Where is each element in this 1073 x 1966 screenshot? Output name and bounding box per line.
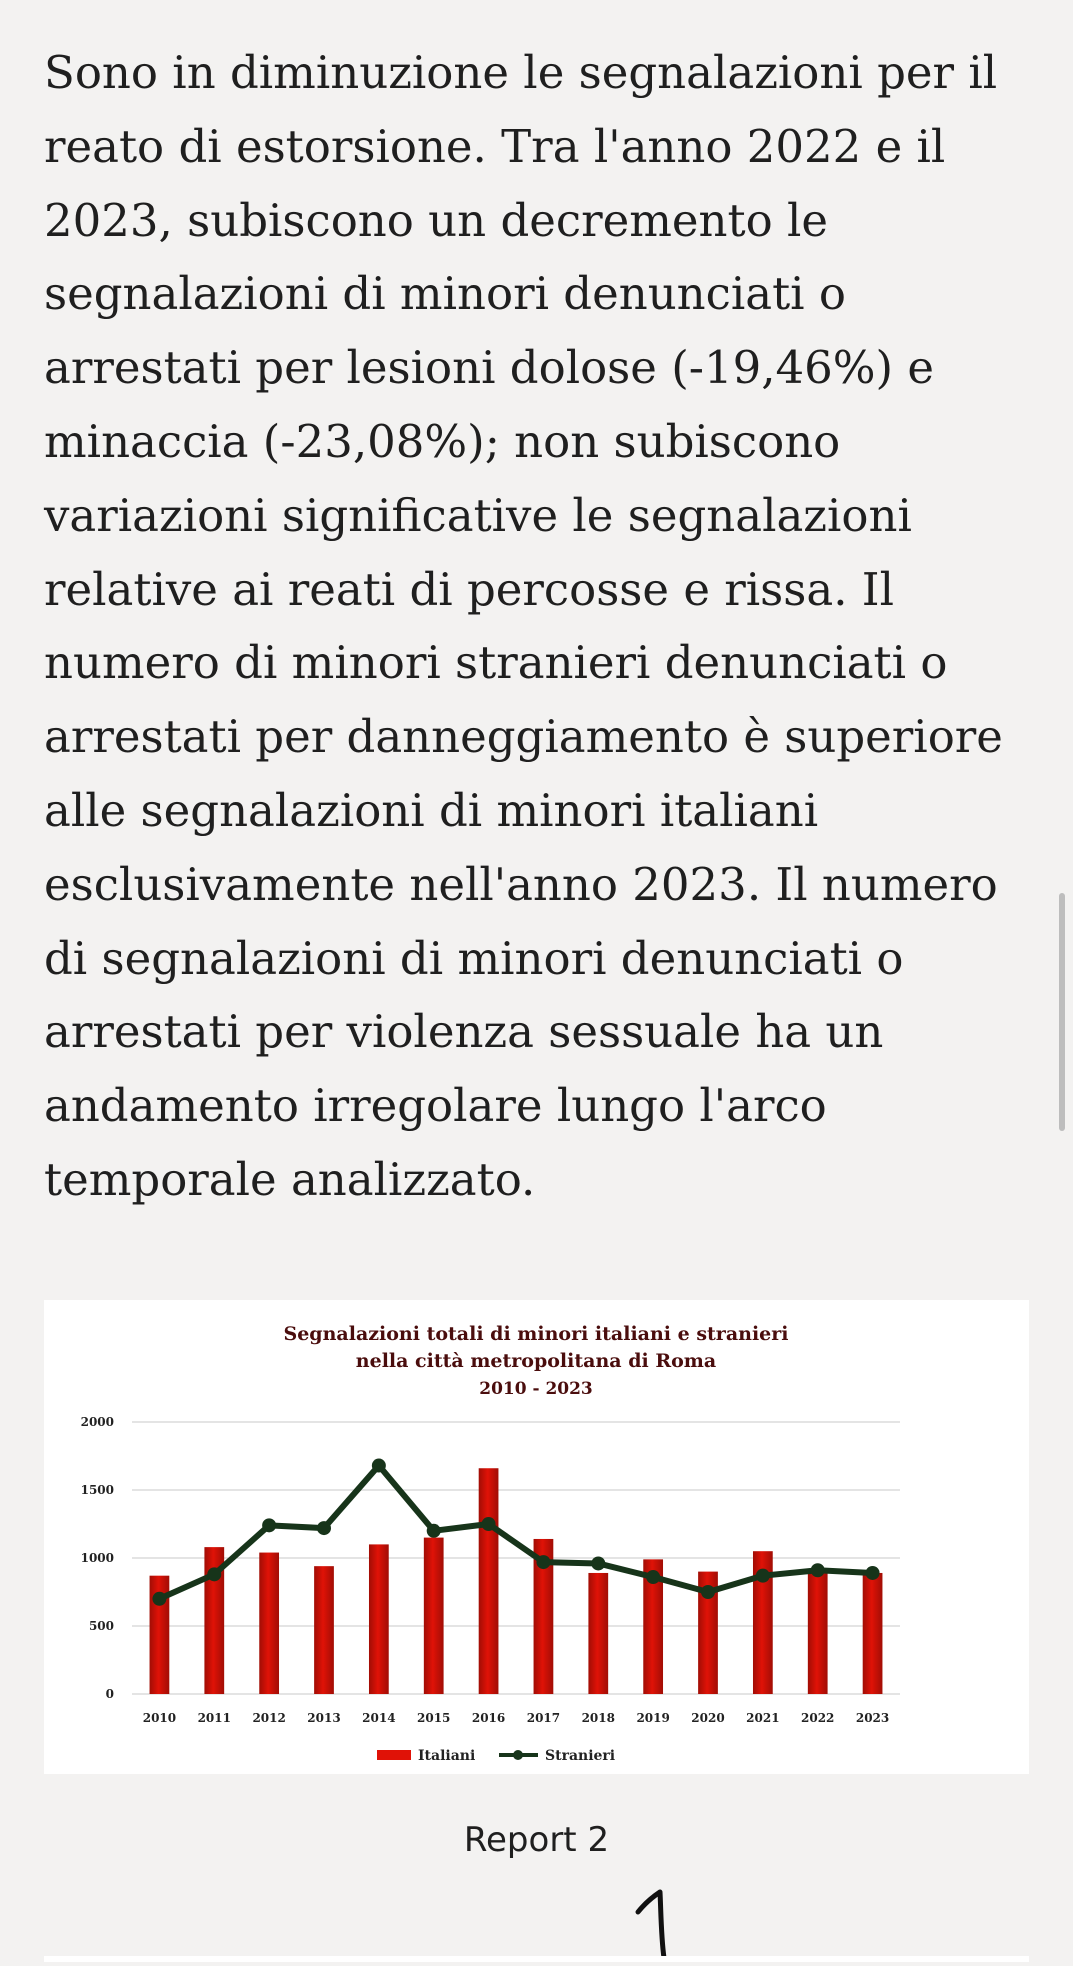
x-tick-label: 2010: [142, 1711, 177, 1725]
point-stranieri: [372, 1459, 386, 1473]
legend-swatch-italiani: [377, 1750, 411, 1760]
x-tick-label: 2014: [362, 1711, 396, 1725]
figure-caption: Report 2: [463, 1820, 610, 1860]
x-tick-label: 2022: [801, 1711, 835, 1725]
point-stranieri: [317, 1521, 331, 1535]
legend-label-stranieri: Stranieri: [545, 1748, 616, 1764]
x-tick-label: 2018: [581, 1711, 615, 1725]
y-tick-label: 2000: [80, 1415, 114, 1429]
x-tick-label: 2019: [636, 1711, 670, 1725]
handwritten-mark: [630, 1888, 690, 1966]
point-stranieri: [482, 1517, 496, 1531]
bar-italiani: [588, 1573, 608, 1694]
point-stranieri: [811, 1563, 825, 1577]
point-stranieri: [536, 1555, 550, 1569]
point-stranieri: [262, 1518, 276, 1532]
point-stranieri: [207, 1567, 221, 1581]
x-tick-label: 2020: [691, 1711, 725, 1725]
x-tick-label: 2011: [197, 1711, 231, 1725]
bar-italiani: [369, 1544, 389, 1694]
bar-line-chart: [44, 1300, 1029, 1774]
y-tick-label: 1500: [80, 1483, 114, 1497]
chart-title-line: Segnalazioni totali di minori italiani e stranieri: [283, 1323, 789, 1345]
chart-figure: [44, 1300, 1029, 1774]
point-stranieri: [646, 1570, 660, 1584]
scrollbar-thumb[interactable]: [1059, 893, 1065, 1131]
point-stranieri: [427, 1524, 441, 1538]
chart-title-line: nella città metropolitana di Roma: [355, 1350, 717, 1372]
point-stranieri: [591, 1556, 605, 1570]
point-stranieri: [756, 1569, 770, 1583]
point-stranieri: [866, 1566, 880, 1580]
x-tick-label: 2015: [417, 1711, 451, 1725]
x-tick-label: 2021: [746, 1711, 780, 1725]
legend-label-italiani: Italiani: [418, 1748, 476, 1764]
point-stranieri: [701, 1585, 715, 1599]
chart-subtitle: 2010 - 2023: [479, 1379, 593, 1399]
bar-italiani: [314, 1566, 334, 1694]
x-tick-label: 2017: [526, 1711, 561, 1725]
article-paragraph: Sono in diminuzione le segnalazioni per il reato di estorsione. Tra l'anno 2022 e il 2023, subiscono un decremento le segnalazioni di minori denunciati o arrestati per lesioni dolose (-19,46%) e minaccia (-23,08%); non subiscono variazioni significative le segnalazioni relative ai reati di percosse e rissa. Il numero di minori stranieri denunciati o arrestati per danneggiamento è superiore alle segnalazioni di minori italiani esclusivamente nell'anno 2023. Il numero di segnalazioni di minori denunciati o arrestati per violenza sessuale ha un andamento irregolare lungo l'arco temporale analizzato.: [44, 46, 1003, 1206]
next-card-edge: [44, 1956, 1029, 1962]
bar-italiani: [808, 1569, 828, 1694]
y-tick-label: 0: [105, 1687, 114, 1701]
y-tick-label: 500: [88, 1619, 114, 1633]
x-tick-label: 2016: [471, 1711, 506, 1725]
legend-swatch-stranieri-marker: [513, 1750, 523, 1760]
bar-italiani: [863, 1573, 883, 1694]
x-tick-label: 2012: [252, 1711, 286, 1725]
x-tick-label: 2023: [855, 1711, 890, 1725]
bar-italiani: [259, 1553, 279, 1694]
bar-italiani: [424, 1538, 444, 1694]
y-tick-label: 1000: [80, 1551, 114, 1565]
point-stranieri: [152, 1592, 166, 1606]
bar-italiani: [479, 1468, 499, 1694]
x-tick-label: 2013: [307, 1711, 341, 1725]
